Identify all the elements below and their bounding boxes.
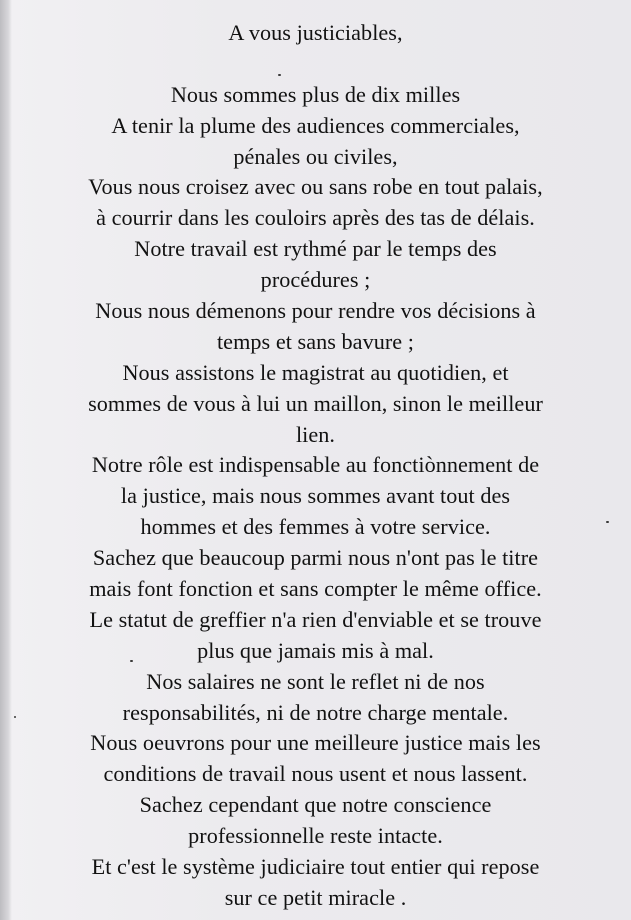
poem-line: Nous nous démenons pour rendre vos décisions à — [95, 298, 536, 324]
poem-line: la justice, mais nous sommes avant tout des — [120, 483, 511, 509]
poem-line: Et c'est le système judiciaire tout entier qui repose — [91, 854, 540, 880]
poem-line: procédures ; — [260, 267, 371, 293]
poem-line: Notre travail est rythmé par le temps des — [134, 236, 497, 262]
poem-line: Nos salaires ne sont le reflet ni de nos — [146, 668, 485, 694]
poem-line: Le statut de greffier n'a rien d'enviable et se trouve — [89, 606, 542, 632]
poem-line: professionnelle reste intacte. — [188, 823, 443, 849]
poem-line: lien. — [295, 421, 336, 447]
poem-text — [0, 18, 631, 914]
poem-line: Nous oeuvrons pour une meilleure justice mais les — [90, 730, 541, 756]
poem-line: sur ce petit miracle . — [224, 884, 407, 910]
poem-line: pénales ou civiles, — [233, 143, 398, 169]
poem-line: Notre rôle est indispensable au fonctiònnement de — [91, 452, 540, 478]
poem-line: Sachez que beaucoup parmi nous n'ont pas le titre — [92, 545, 539, 571]
poem-line: Vous nous croisez avec ou sans robe en tout palais, — [88, 174, 543, 200]
poem-line: temps et sans bavure ; — [216, 328, 415, 354]
poem-line: mais font fonction et sans compter le même office. — [89, 576, 542, 602]
poem-line: conditions de travail nous usent et nous lassent. — [103, 761, 528, 787]
poem-line: A tenir la plume des audiences commerciales, — [111, 112, 520, 138]
poem-line: plus que jamais mis à mal. — [197, 637, 434, 663]
poem-line: sommes de vous à lui un maillon, sinon le meilleur — [88, 390, 543, 416]
poem-line: Nous assistons le magistrat au quotidien, et — [122, 359, 509, 385]
blank-line — [0, 49, 631, 80]
poem-line: responsabilités, ni de notre charge mentale. — [122, 699, 509, 725]
poem-line: Nous sommes plus de dix milles — [170, 81, 461, 107]
poem-line: hommes et des femmes à votre service. — [140, 514, 491, 540]
poem-title: A vous justiciables, — [228, 20, 403, 45]
poem-line: Sachez cependant que notre conscience — [139, 792, 492, 818]
poem-line: à courrir dans les couloirs après des tas de délais. — [96, 205, 535, 231]
